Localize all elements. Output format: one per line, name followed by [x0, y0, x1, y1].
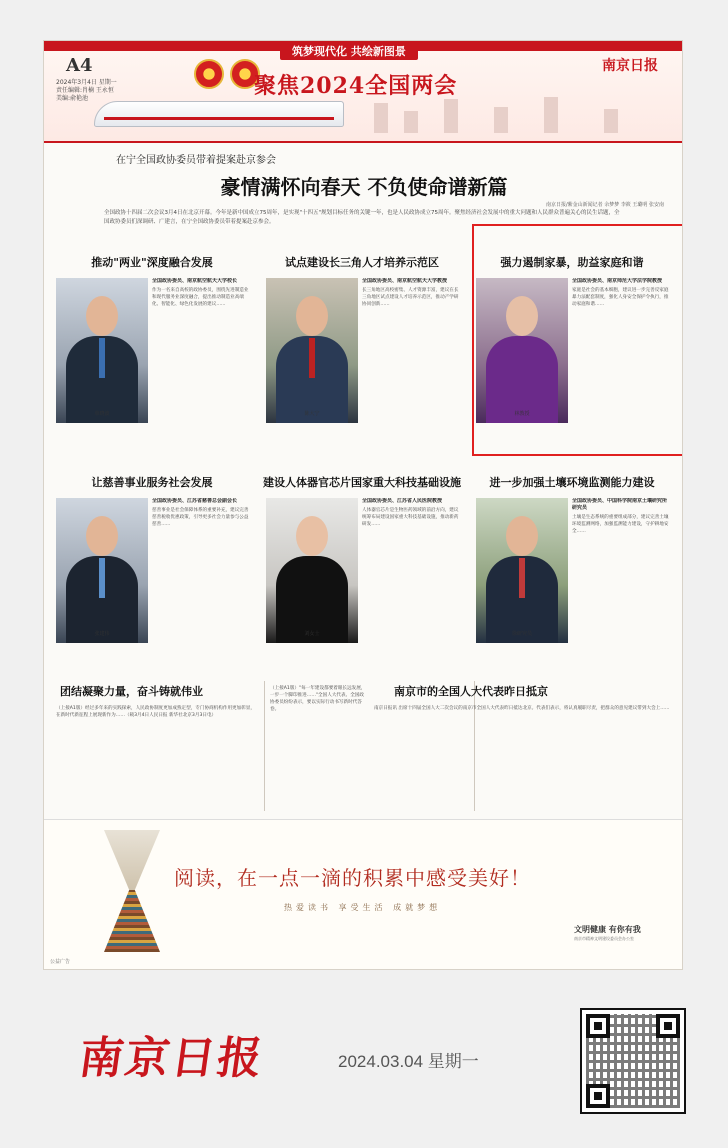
profile-title: 进一步加强土壤环境监测能力建设 [489, 476, 655, 489]
profile-card [52, 254, 252, 459]
train-illustration [94, 101, 344, 127]
profile-subtitle: 全国政协委员、南京航空航天大学教授 [362, 278, 448, 284]
issue-date: 2024.03.04 星期一 [338, 1052, 479, 1071]
page-header [44, 41, 683, 143]
profile-photo [56, 278, 148, 423]
masthead-logo: 南京日报 [75, 1033, 267, 1084]
article-title: 团结凝聚力量，奋斗铸就伟业 [60, 685, 203, 698]
lead-headline: 豪情满怀向春天 不负使命谱新篇 [220, 175, 508, 199]
skyline-building [444, 99, 458, 133]
ad-footer: 文明健康 有你有我 [574, 925, 641, 934]
skyline-building [544, 97, 558, 133]
profile-subtitle: 全国政协委员、江苏省慈善总会副会长 [152, 498, 238, 504]
profile-text [362, 278, 460, 438]
skyline-building [494, 107, 508, 133]
article-title: 南京市的全国人大代表昨日抵京 [394, 685, 548, 698]
profile-body: 人体器官芯片是生物医药领域的前沿方向，建议统筹布局建设国家重大科技基础设施，推动新药研发…… [362, 508, 459, 527]
profile-subtitle: 全国政协委员、南京师范大学法学院教授 [572, 278, 663, 284]
header-editor: 责任编辑:肖楠 王永恒 [56, 87, 114, 94]
profile-body: 作为一名来自高校的政协委员，围绕先进制造业和现代服务业深度融合，提出推动制造业高端化、智能化、绿色化发展的建议…… [152, 288, 249, 307]
profile-photo [266, 278, 358, 423]
profile-card [472, 474, 672, 679]
profile-text [152, 278, 250, 438]
column-divider [264, 681, 265, 811]
photo-caption: 单晓波 [94, 411, 110, 417]
lead-byline: 南京日报/紫金山新闻记者 余梦梦 李筱 王璐明 张安南 [545, 202, 664, 208]
lead-summary: 全国政协十四届二次会议3月4日在北京开幕。今年是新中国成立75周年，是实现"十四五"规划目标任务的关键一年，也是人民政协成立75周年。聚焦经济社会发展中的重大问题和人民群众普遍关心的民生话题，全国政协委员们深调研、广建言，在宁全国政协委员带着提案赴京参会。 [104, 210, 620, 225]
ad-sponsor: 南京市精神文明建设委员会办公室 [574, 936, 634, 941]
profile-body: 慈善事业是社会保障体系的重要补充，建议完善慈善税收优惠政策，引导更多社会力量参与公益慈善…… [152, 508, 249, 527]
profile-card [52, 474, 252, 679]
profile-card [262, 474, 462, 679]
profile-card [262, 254, 462, 459]
lead-kicker: 在宁全国政协委员带着提案赴京参会 [116, 155, 276, 166]
article-text: （上接A1版）经过多年来的实践探索，人民政协制度更加成熟定型，专门协商机构作用更加彰显，在新时代新征程上展现新作为……（载3月4日人民日报 新华社北京3月3日电） [56, 706, 256, 718]
highlight-box [472, 224, 683, 456]
photo-caption: 徐研究员 [511, 631, 532, 637]
profile-body: 长三角地区高校密集、人才资源丰富，建议在长三角地区试点建设人才培养示范区，推动产学研协同创新…… [362, 288, 459, 307]
masthead-small: 南京日报 [602, 58, 658, 74]
profile-text [362, 498, 460, 658]
profile-subtitle: 全国政协委员、南京航空航天大学校长 [152, 278, 238, 284]
profile-title: 建设人体器官芯片国家重大科技基础设施 [263, 476, 461, 489]
profile-text [572, 498, 670, 658]
train-stripe [104, 117, 334, 120]
profile-body: 土壤是生态系统的重要组成部分，建议完善土壤环境监测网络，加强监测能力建设，守护耕地安全…… [572, 515, 669, 534]
hourglass-icon [104, 830, 160, 890]
photo-caption: 林教授 [514, 411, 530, 417]
skyline-building [404, 111, 418, 133]
section-title: 聚焦2024全国两会 [254, 73, 458, 99]
page-number: A4 [66, 55, 93, 76]
photo-caption: 刘女士 [304, 631, 320, 637]
article-text: （上接A1版）"每一年建设都要着眼长远发展，一步一个脚印推进……"全国人大代表、全国政协委员纷纷表示，要以实际行动书写新时代答卷。 [270, 686, 366, 712]
profile-title: 试点建设长三角人才培养示范区 [285, 256, 439, 269]
public-service-ad [44, 819, 683, 970]
profile-title: 让慈善事业服务社会发展 [91, 476, 213, 489]
header-designer: 美编:俞艳池 [56, 95, 89, 102]
qr-finder [586, 1014, 610, 1038]
profile-photo [56, 498, 148, 643]
header-date: 2024年3月4日 星期一 [56, 79, 117, 86]
skyline-building [374, 103, 388, 133]
hourglass-books-icon [104, 890, 160, 952]
photo-caption: 张建伟 [94, 631, 110, 637]
national-emblem-icon [194, 59, 224, 89]
profile-subtitle: 全国政协委员、江苏省人民医院教授 [362, 498, 443, 504]
profile-photo [266, 498, 358, 643]
skyline-building [604, 109, 618, 133]
qr-code-icon[interactable] [580, 1008, 686, 1114]
profile-title: 强力遏制家暴，助益家庭和谐 [500, 256, 644, 269]
profile-body: 家庭是社会的基本细胞，建议进一步完善反家庭暴力法配套制度，强化人身安全保护令执行，推动家庭和谐…… [572, 288, 669, 307]
ad-headline: 阅读，在一点一滴的积累中感受美好！ [174, 866, 531, 890]
article-text: 南京日报讯 出席十四届全国人大二次会议的南京市全国人大代表昨日抵达北京。代表们表示，将认真履职尽责，把群众的意见建议带到大会上…… [374, 706, 670, 711]
newspaper-page [43, 40, 683, 970]
header-meta [56, 79, 146, 103]
profile-title: 推动"两业"深度融合发展 [91, 256, 213, 269]
profile-text [152, 498, 250, 658]
header-slogan: 筑梦现代化 共绘新图景 [280, 44, 418, 60]
ad-label: 公益广告 [50, 959, 71, 965]
profile-subtitle: 全国政协委员、中国科学院南京土壤研究所研究员 [572, 498, 668, 511]
profile-photo [476, 498, 568, 643]
qr-finder [586, 1084, 610, 1108]
photo-caption: 陈大宁 [304, 411, 320, 417]
qr-finder [656, 1014, 680, 1038]
ad-subline: 热爱读书 享受生活 成就梦想 [284, 903, 442, 912]
